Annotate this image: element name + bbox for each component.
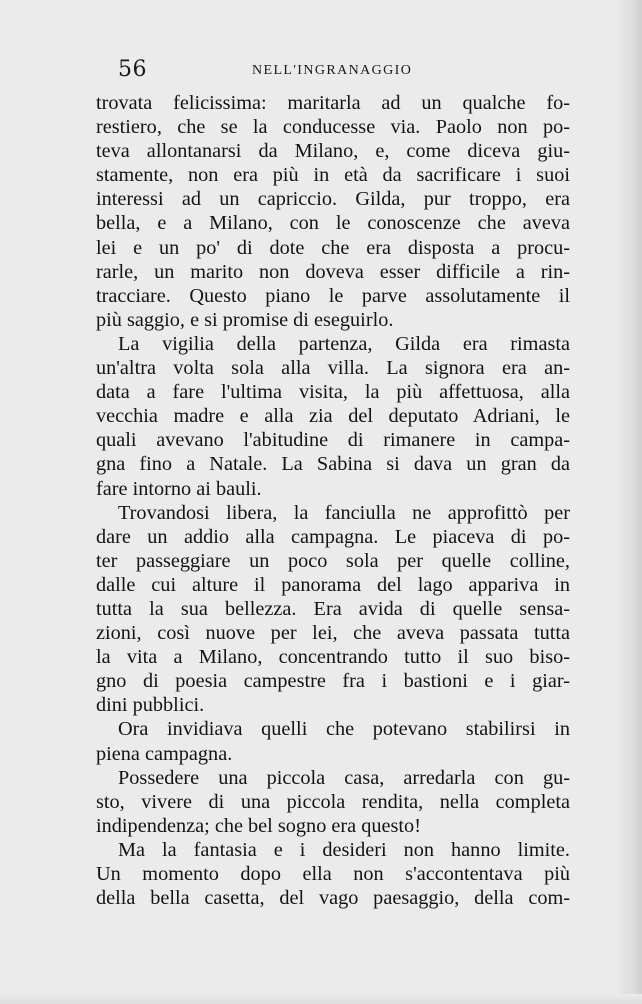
text-line: piena campagna. xyxy=(96,742,233,765)
page-header xyxy=(0,57,642,87)
text-line: bella, e a Milano, con le conoscenze che aveva xyxy=(96,212,570,235)
text-line: dalle cui alture il panorama del lago appariva in xyxy=(96,573,570,596)
paragraph-start: Trovandosi libera, la fanciulla ne approfittò per xyxy=(118,501,570,524)
text-line: trovata felicissima: maritarla ad un qualche fo- xyxy=(96,92,570,114)
text-line: gna fino a Natale. La Sabina si dava un gran da xyxy=(96,453,570,476)
text-line: fare intorno ai bauli. xyxy=(96,477,262,500)
text-line: teva allontanarsi da Milano, e, come diceva giu- xyxy=(96,140,570,163)
text-line: dare un addio alla campagna. Le piaceva di po- xyxy=(96,525,570,548)
text-line: più saggio, e si promise di eseguirlo. xyxy=(96,308,394,331)
text-line: restiero, che se la conducesse via. Paolo non po- xyxy=(96,116,570,139)
text-line: della bella casetta, del vago paesaggio, della com- xyxy=(96,887,570,910)
text-line: interessi ad un capriccio. Gilda, pur troppo, era xyxy=(96,188,570,211)
text-line: rarle, un marito non doveva esser difficile a rin- xyxy=(96,260,570,283)
text-line: data a fare l'ultima visita, la più affettuosa, alla xyxy=(96,381,570,404)
text-line: indipendenza; che bel sogno era questo! xyxy=(96,814,421,837)
text-line: dini pubblici. xyxy=(96,694,205,717)
page-number: 56 xyxy=(118,57,147,82)
page-bottom-shadow xyxy=(0,994,642,1004)
text-line: ter passeggiare un poco sola per quelle colline, xyxy=(96,549,570,572)
text-line: vecchia madre e alla zia del deputato Adriani, le xyxy=(96,405,570,428)
text-line: quali avevano l'abitudine di rimanere in campa- xyxy=(96,429,570,452)
text-line: Un momento dopo ella non s'accontentava più xyxy=(96,863,570,885)
body-text xyxy=(96,91,570,910)
text-line: tutta la sua bellezza. Era avida di quelle sensa- xyxy=(96,597,570,620)
text-line: tracciare. Questo piano le parve assolutamente il xyxy=(96,284,570,307)
paragraph-start: La vigilia della partenza, Gilda era rimasta xyxy=(118,332,570,355)
text-line: la vita a Milano, concentrando tutto il suo biso- xyxy=(96,646,570,669)
page-edge-shadow xyxy=(620,0,642,1004)
text-line: stamente, non era più in età da sacrificare i suoi xyxy=(96,164,570,187)
running-head: NELL'INGRANAGGIO xyxy=(252,63,413,78)
text-line: sto, vivere di una piccola rendita, nella completa xyxy=(96,790,570,813)
text-line: zioni, così nuove per lei, che aveva passata tutta xyxy=(96,622,570,645)
text-line: un'altra volta sola alla villa. La signora era an- xyxy=(96,357,570,380)
paragraph-start: Ora invidiava quelli che potevano stabilirsi in xyxy=(118,718,570,741)
text-line: lei e un po' di dote che era disposta a procu- xyxy=(96,236,570,259)
paragraph-start: Possedere una piccola casa, arredarla con gu- xyxy=(118,766,570,789)
paragraph-start: Ma la fantasia e i desideri non hanno limite. xyxy=(118,838,570,861)
text-line: gno di poesia campestre fra i bastioni e i giar- xyxy=(96,670,570,693)
